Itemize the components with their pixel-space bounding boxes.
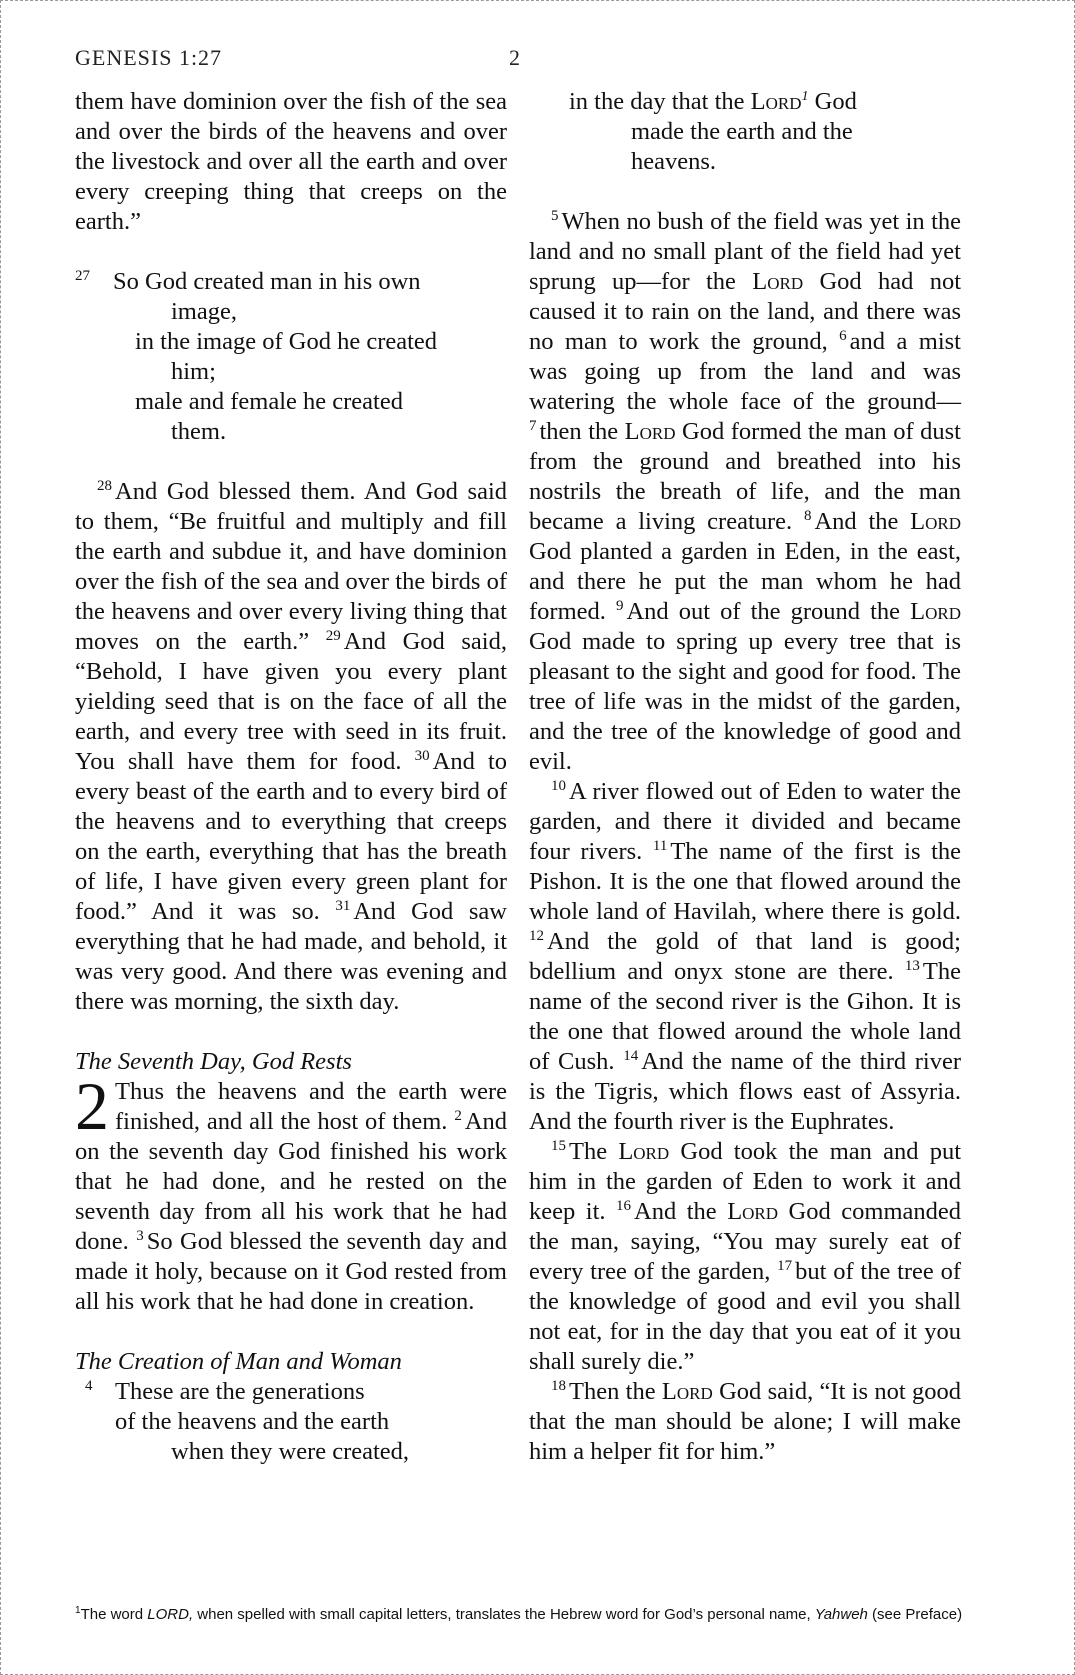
verse-number: 27 xyxy=(75,268,90,284)
poem-verse-27 xyxy=(75,267,507,447)
poem-line: 4 These are the generations xyxy=(75,1377,507,1407)
verse-number: 8 xyxy=(803,507,812,524)
verse-number: 12 xyxy=(529,927,544,944)
section-heading-seventh-day: The Seventh Day, God Rests xyxy=(75,1048,352,1075)
page-number: 2 xyxy=(509,45,521,70)
poem-line: when they were created, xyxy=(171,1438,410,1465)
poem-line: them. xyxy=(171,418,227,445)
poem-line: in the day that the Lord$^1$ God xyxy=(569,88,857,115)
paragraph-2-1-3: 2 Thus the heavens and the earth were finished, and all the host of them. $^2$ And on the seventh day God finished his work that he had done, and he rested on the seventh day from all his work that he had done. $^3$ So God blessed the seventh day and made it holy, because on it God rested from all his work that he had done in creation. xyxy=(75,1068,508,1315)
poem-line: male and female he created xyxy=(135,388,403,415)
verse-number: 15 xyxy=(551,1137,566,1154)
paragraph-18: $^{18}$ Then the Lord God said, “It is not good that the man should be alone; I will make him a helper fit for him.” xyxy=(529,1377,961,1465)
verse-number: 31 xyxy=(335,897,351,914)
verse-number: 13 xyxy=(904,957,920,974)
paragraph-1-26-end: them have dominion over the fish of the sea and over the birds of the heavens and over the livestock and over all the earth and over every creeping thing that creeps on the earth.” xyxy=(75,88,507,235)
chapter-reference: GENESIS 1:27 xyxy=(75,45,223,70)
poem-verse-4 xyxy=(75,1377,507,1467)
verse-number: 30 xyxy=(414,747,430,764)
verse-number: 18 xyxy=(551,1377,566,1394)
paragraph-10-14: $^{10}$ A river flowed out of Eden to water the garden, and there it divided and became four rivers. $^{11}$ The name of the first is the Pishon. It is the one that flowed around the whole land of Havilah, where there is gold. $^{12}$ And the gold of that land is good; bdellium and onyx stone are there. $^{13}$ The name of the second river is the Gihon. It is the one that flowed around the whole land of Cush. $^{14}$ And the name of the third river is the Tigris, which flows east of Assyria. And the fourth river is the Euphrates. xyxy=(529,777,962,1135)
chapter-number: 2 xyxy=(75,1068,109,1144)
section-heading-creation: The Creation of Man and Woman xyxy=(75,1348,402,1375)
verse-number: 17 xyxy=(777,1257,793,1274)
verse-number: 14 xyxy=(623,1047,639,1064)
paragraph-28-31: $^{28}$ And God blessed them. And God said to them, “Be fruitful and multiply and fill the earth and subdue it, and have dominion over the fish of the sea and over the birds of the heavens and over every living thing that moves on the earth.” $^{29}$ And God said, “Behold, I have given you every plant yielding seed that is on the face of all the earth, and every tree with seed in its fruit. You shall have them for food. $^{30}$ And to every beast of the earth and to every bird of the heavens and to everything that creeps on the earth, everything that has the breath of life, I have given every green plant for food.” And it was so. $^{31}$ And God saw everything that he had made, and behold, it was very good. And there was evening and there was morning, the sixth day. xyxy=(75,477,508,1015)
paragraph-15-17: $^{15}$ The Lord God took the man and put him in the garden of Eden to work it and keep it. $^{16}$ And the Lord God commanded the man, saying, “You may surely eat of every tree of the garden, $^{17}$ but of the tree of the knowledge of good and evil you shall not eat, for in the day that you eat of it you shall surely die.” xyxy=(529,1137,962,1375)
running-head xyxy=(75,45,535,79)
left-column xyxy=(75,87,507,1467)
verse-number: 2 xyxy=(454,1107,462,1124)
verse-number: 10 xyxy=(551,777,566,794)
poem-verse-4-continued xyxy=(529,87,961,177)
right-column xyxy=(529,87,961,1467)
poem-line: of the heavens and the earth xyxy=(115,1408,390,1435)
verse-number: 5 xyxy=(551,207,559,224)
verse-number: 4 xyxy=(85,1378,93,1394)
verse-number: 28 xyxy=(97,477,112,494)
verse-number: 7 xyxy=(529,417,537,434)
verse-number: 16 xyxy=(616,1197,632,1214)
footnote-mark: 1 xyxy=(75,1605,81,1616)
verse-number: 29 xyxy=(325,627,341,644)
verse-number: 9 xyxy=(615,597,624,614)
poem-line: in the image of God he created xyxy=(135,328,438,355)
footnote: $^1$The word LORD, when spelled with small capital letters, translates the Hebrew word for God’s personal name, Yahweh (see Preface) xyxy=(75,1605,963,1623)
poem-line: made the earth and the xyxy=(631,118,853,145)
paragraph-5-9: $^5$ When no bush of the field was yet in the land and no small plant of the field had yet sprung up—for the Lord God had not caused it to rain on the land, and there was no man to work the ground, $^6$ and a mist was going up from the land and was watering the whole face of the ground—$^7$ then the Lord God formed the man of dust from the ground and breathed into his nostrils the breath of life, and the man became a living creature. $^8$ And the Lord God planted a garden in Eden, in the east, and there he put the man whom he had formed. $^9$ And out of the ground the Lord God made to spring up every tree that is pleasant to the sight and good for food. The tree of life was in the midst of the garden, and the tree of the knowledge of good and evil. xyxy=(529,207,962,775)
verse-number: 11 xyxy=(652,837,668,854)
poem-line: image, xyxy=(171,298,237,325)
verse-number: 3 xyxy=(136,1227,144,1244)
verse-number: 6 xyxy=(839,327,847,344)
poem-line: 27 So God created man in his own xyxy=(75,267,507,297)
footnote-reference[interactable]: 1 xyxy=(801,88,809,104)
poem-line: him; xyxy=(171,358,216,385)
poem-line: heavens. xyxy=(631,148,717,175)
